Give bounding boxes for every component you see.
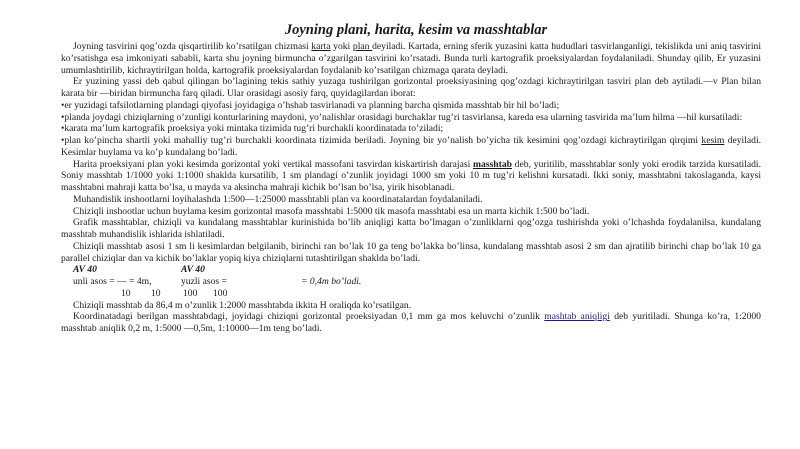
text-span: deyiladi. Kesimlar buylama va ko’p kundalang bo’ladi.	[61, 135, 762, 158]
formula-denominator: 10	[121, 287, 131, 299]
term-kesim: kesim	[701, 135, 725, 146]
formula-numerator: AV 40	[73, 264, 97, 276]
formula-transverse-base: yuzli asos =	[181, 276, 227, 287]
term-plan: plan	[352, 41, 373, 52]
paragraph-graphic-scales: Grafik masshtablar, chiziqli va kundalang masshtablar kurinishida bo’lib aniqligi katta bo’lmagan o’zunliklarni qog’ozga tushirishda yoki o’lchashda foydalanilsa, kundalang masshtab muhandislik ishlarida ishlatiladi.	[61, 217, 761, 240]
term-karta: karta	[311, 41, 331, 52]
page-title: Joyning plani, harita, kesim va masshtablar	[284, 22, 548, 38]
formula-denominator: 10	[151, 287, 161, 299]
text-span: deb, yuritilib, masshtablar sonly yoki erodik tarzida kursatiladi. Soniy masshtab 1/1000 yoki 1:1000 shaklda kursatilib, 1 sm plandagi o’zunlik joyidagi 1000 sm yoki 10 m tug’ri kelishni kursatadi. Ikki soniy, masshtabni takoslaganda, kaysi masshtabni mahraji katta bo’lsa, u mayda va aksincha mahraji kichik bo’lsan bo’lsa, yirik hisoblanadi.	[61, 158, 762, 193]
paragraph-linear-scale: Chiziqli masshtab asosi 1 sm li kesimlardan belgilanib, birinchi ran bo’lak 10 ga teng bo’lakka bo’linsa, kundalang masshtab asosi 2 sm dan ajratilib birinchi chap bo’lak 10 ga parallel chiziqlar dan va kichik bo’laklar yopiq kiya chiziqlarni tutashtirilgan shaklda bo’ladi.	[61, 240, 761, 264]
text-span: Joyning tasvirini qog’ozda qisqartirilib ko’rsatilgan chizmasi	[73, 41, 312, 52]
text-span: deyiladi. Kartada, erning sferik yuzasini katta hududlari tasvirlanganligi, tekislikda uni aniq tasvirini ko’rsatishga esa imkoniyati sababli, karta shu joyning birmuncha o’zgarilgan tasvirini ko’rsatadi. Bunda turli kartografik proeksiyalardan foydalaniladi. Shunday qilib, Er yuzasini umumlashtirilib, kichraytirilgan holda, kartografik proeksiyalardan foydalanib ko’rsatilgan chizmaga qarata deyladi.	[61, 41, 761, 76]
text-span: Harita proeksiyani plan yoki kesimda gorizontal yoki vertikal massofani tasvirdan kiskartirish darajasi	[73, 158, 474, 170]
bullet-item	[61, 135, 761, 159]
paragraph-example: Chiziqli masshtab da 86,4 m o’zunlik 1:2000 masshtabda ikkita H oraliqda ko’rsatilgan.	[73, 299, 412, 311]
formula-main-row	[61, 276, 761, 288]
formula-linear-base: unli asos = — = 4m,	[73, 276, 152, 287]
formula-denominators	[61, 288, 761, 300]
text-span: yoki	[330, 41, 353, 52]
paragraph-plan-definition: Er yuzining yassi deb qabul qilingan bo’lagining tekis sathiy yuzaga tushirilgan gorizontal proeksiyasining qog’ozdagi kichraytirilgan tasviri plan deb aytiladi.—v Plan bilan karata bir —biridan birmuncha farq qiladi. Ular orasidagi asosiy farq, quyidagilardan iborat:	[61, 76, 761, 99]
term-masshtab: masshtab	[473, 158, 512, 170]
paragraph-linear-structures: Chiziqli inshootlar uchun buylama kesim gorizontal masofa masshtabi 1:5000 tik masofa masshtabi esa un marta kichik 1:500 bo’ladi.	[73, 205, 590, 217]
formula-denominator: 100	[183, 287, 198, 299]
bullet-item: •er yuzidagi tafsilotlarning plandagi qiyofasi joyidagiga o’hshab tasvirlanadi va planning barcha qismida masshtab bir hil bo’ladi;	[61, 99, 560, 111]
paragraph-masshtab	[61, 159, 761, 194]
text-span: deb yuritiladi. Shunga ko’ra, 1:2000 masshtab aniqlik 0,2 m, 1:5000 —0,5m, 1:10000—1m teng bo’ladi.	[61, 311, 761, 334]
term-mashtab-aniqligi-link[interactable]: mashtab aniqligi	[544, 311, 610, 323]
bullet-item: •karata ma’lum kartografik proeksiya yoki mintaka tizimida tug’ri burchakli koordinatada to’ziladi;	[61, 123, 444, 135]
paragraph-engineering: Muhandislik inshootlarni loyihalashda 1:500—1:25000 masshtabli plan va koordinatalardan foydalaniladi.	[73, 193, 483, 205]
formula-result: = 0,4m bo’ladi.	[301, 276, 362, 287]
formula-numerators	[61, 264, 761, 276]
formula-numerator: AV 40	[181, 264, 205, 276]
paragraph-accuracy	[61, 311, 761, 335]
document-body	[61, 41, 761, 335]
formula-denominator: 100	[213, 287, 228, 299]
text-span: •plan ko’pincha shartli yoki mahalliy tug’ri burchakli koordinata tizimida beriladi. Joyning bir yo’nalish bo’yicha tik kesimini qog’ozdagi kichraytirilgan qirqimi	[61, 135, 702, 146]
bullet-item: •planda joydagi chiziqlarning o’zunligi konturlarining maydoni, yo’nalishlar orasidagi burchaklar tug’ri tasvirlansa, kareda esa ularning tasvirida ma’lum hilma —hil kursatiladi:	[61, 111, 743, 123]
text-span: Koordinatadagi berilgan masshtabdagi, joyidagi chiziqni gorizontal proeksiyadan 0,1 mm ga mos keluvchi o’zunlik	[73, 311, 545, 323]
formula-block	[61, 264, 761, 299]
paragraph-intro	[61, 41, 761, 76]
